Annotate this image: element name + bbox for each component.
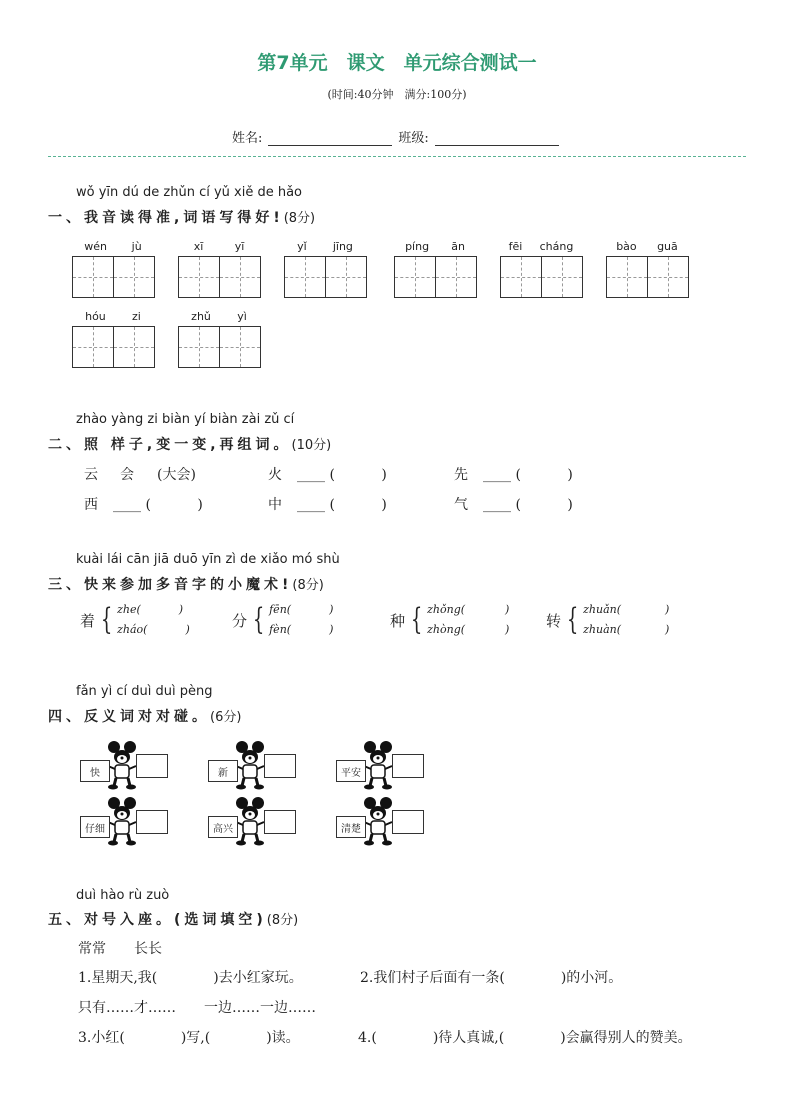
s1-pinyin: wǒ yīn dú de zhǔn cí yǔ xiě de hǎo — [76, 185, 303, 200]
s3-pinyin: kuài lái cān jiā duō yīn zì de xiǎo mó shù — [76, 552, 340, 567]
s2-row1-a: 云 — [84, 467, 98, 483]
s5-options-1: 常常 长长 — [78, 941, 162, 957]
s2-row1-e-blank[interactable]: ____ ( ) — [483, 467, 573, 483]
s3-reading-2[interactable]: zháo( ) — [117, 623, 190, 636]
s3-heading-text: 三、快来参加多音字的小魔术! — [48, 577, 293, 593]
s2-row1-d: 火 — [268, 467, 282, 483]
s4-pinyin: fǎn yì cí duì duì pèng — [76, 684, 213, 699]
brace: { — [566, 602, 579, 637]
writing-cell[interactable] — [73, 327, 113, 367]
s3-reading-2[interactable]: fèn( ) — [269, 623, 334, 636]
antonym-card — [336, 796, 466, 846]
mickey-mouse-icon — [106, 740, 138, 790]
writing-cell[interactable] — [647, 257, 688, 297]
s5-question-2[interactable]: 2.我们村子后面有一条( )的小河。 — [360, 970, 623, 986]
s5-heading — [48, 909, 298, 929]
antonym-answer-box[interactable] — [136, 810, 168, 834]
writing-cell[interactable] — [325, 257, 366, 297]
s5-question-4[interactable]: 4.( )待人真诚,( )会赢得别人的赞美。 — [358, 1030, 692, 1046]
mickey-mouse-icon — [362, 740, 394, 790]
s2-row1-d-blank[interactable]: ____ ( ) — [297, 467, 387, 483]
writing-cell[interactable] — [179, 327, 219, 367]
class-field[interactable] — [435, 131, 559, 146]
s3-char: 种 — [390, 611, 406, 630]
s3-item-3 — [390, 600, 509, 640]
antonym-word: 快 — [80, 760, 110, 782]
mickey-mouse-icon — [106, 796, 138, 846]
s2-row2-e: 气 — [454, 497, 468, 513]
writing-box[interactable] — [606, 256, 689, 298]
s2-row2-e-blank[interactable]: ____ ( ) — [483, 497, 573, 513]
writing-cell[interactable] — [501, 257, 541, 297]
name-field[interactable] — [268, 131, 392, 146]
writing-cell[interactable] — [285, 257, 325, 297]
s4-points: (6分) — [210, 710, 242, 725]
antonym-word: 平安 — [336, 760, 366, 782]
box-pinyin: zhǔ yì — [191, 310, 247, 323]
antonym-answer-box[interactable] — [392, 754, 424, 778]
name-label: 姓名: — [232, 131, 263, 146]
s2-row2-d: 中 — [268, 497, 282, 513]
writing-box[interactable] — [178, 256, 261, 298]
writing-box[interactable] — [178, 326, 261, 368]
s2-pinyin: zhào yàng zi biàn yí biàn zài zǔ cí — [76, 412, 295, 427]
antonym-card — [80, 796, 210, 846]
brace: { — [252, 602, 265, 637]
antonym-word: 清楚 — [336, 816, 366, 838]
s3-reading-2[interactable]: zhòng( ) — [427, 623, 510, 636]
s1-heading — [48, 207, 315, 227]
writing-cell[interactable] — [113, 327, 154, 367]
brace: { — [410, 602, 423, 637]
box-pinyin: yǐ jīng — [297, 240, 353, 253]
s5-options-2: 只有……才…… 一边……一边…… — [78, 1000, 316, 1016]
s3-reading-1[interactable]: zhe( ) — [117, 603, 184, 616]
box-pinyin: fēi cháng — [508, 240, 574, 253]
s3-reading-1[interactable]: zhǒng( ) — [427, 603, 510, 616]
mickey-mouse-icon — [234, 796, 266, 846]
box-pinyin: xī yī — [193, 240, 245, 253]
s4-heading — [48, 706, 241, 726]
writing-cell[interactable] — [607, 257, 647, 297]
s2-row2-a: 西 — [84, 497, 98, 513]
antonym-answer-box[interactable] — [264, 754, 296, 778]
s5-heading-text: 五、对号入座。(选词填空) — [48, 912, 267, 928]
s1-heading-text: 一、我音读得准,词语写得好! — [48, 210, 284, 226]
writing-box[interactable] — [72, 256, 155, 298]
antonym-answer-box[interactable] — [392, 810, 424, 834]
s3-reading-2[interactable]: zhuàn( ) — [583, 623, 670, 636]
box-pinyin: bào guā — [616, 240, 678, 253]
class-label: 班级: — [398, 131, 429, 146]
name-class-bar — [232, 127, 559, 146]
s2-row2-d-blank[interactable]: ____ ( ) — [297, 497, 387, 513]
writing-cell[interactable] — [541, 257, 582, 297]
writing-cell[interactable] — [73, 257, 113, 297]
s3-char: 着 — [80, 611, 96, 630]
writing-cell[interactable] — [435, 257, 476, 297]
s3-item-2 — [232, 600, 333, 640]
mickey-mouse-icon — [362, 796, 394, 846]
box-pinyin: hóu zi — [85, 310, 141, 323]
antonym-card — [208, 740, 338, 790]
mickey-mouse-icon — [234, 740, 266, 790]
s5-points: (8分) — [266, 913, 299, 928]
s2-row1-b: 会 — [120, 467, 134, 483]
antonym-answer-box[interactable] — [264, 810, 296, 834]
antonym-card — [208, 796, 338, 846]
s3-char: 分 — [232, 611, 248, 630]
s5-question-3[interactable]: 3.小红( )写,( )读。 — [78, 1030, 300, 1046]
s3-char: 转 — [546, 611, 562, 630]
antonym-answer-box[interactable] — [136, 754, 168, 778]
s2-row1-example: (大会) — [157, 467, 196, 483]
s3-item-1 — [80, 600, 190, 640]
page-title: 第7单元 课文 单元综合测试一 — [257, 52, 537, 74]
s3-points: (8分) — [292, 578, 324, 593]
writing-cell[interactable] — [395, 257, 435, 297]
antonym-word: 高兴 — [208, 816, 238, 838]
writing-box[interactable] — [72, 326, 155, 368]
s5-question-1[interactable]: 1.星期天,我( )去小红家玩。 — [78, 970, 303, 986]
box-pinyin: wén jù — [84, 240, 142, 253]
s4-heading-text: 四、反义词对对碰。 — [48, 709, 210, 725]
s3-reading-1[interactable]: zhuǎn( ) — [583, 603, 670, 616]
antonym-word: 仔细 — [80, 816, 110, 838]
writing-cell[interactable] — [179, 257, 219, 297]
writing-cell[interactable] — [113, 257, 154, 297]
writing-cell[interactable] — [219, 327, 260, 367]
page-subtitle: (时间:40分钟 满分:100分) — [327, 88, 467, 101]
s3-item-4 — [546, 600, 669, 640]
writing-cell[interactable] — [219, 257, 260, 297]
s1-points: (8分) — [283, 211, 316, 226]
brace: { — [100, 602, 113, 637]
antonym-card — [336, 740, 466, 790]
writing-box[interactable] — [394, 256, 477, 298]
s3-reading-1[interactable]: fēn( ) — [269, 603, 334, 616]
s5-pinyin: duì hào rù zuò — [76, 888, 170, 903]
writing-box[interactable] — [284, 256, 367, 298]
box-pinyin: píng ān — [405, 240, 465, 253]
s2-row2-a-blank[interactable]: ____ ( ) — [113, 497, 203, 513]
s2-row1-e: 先 — [454, 467, 468, 483]
writing-box[interactable] — [500, 256, 583, 298]
s2-heading-text: 二、照 样子,变一变,再组词。 — [48, 437, 292, 453]
antonym-card — [80, 740, 210, 790]
s3-heading — [48, 574, 324, 594]
s2-heading — [48, 434, 331, 454]
antonym-word: 新 — [208, 760, 238, 782]
divider — [48, 156, 746, 157]
s2-points: (10分) — [291, 438, 332, 453]
